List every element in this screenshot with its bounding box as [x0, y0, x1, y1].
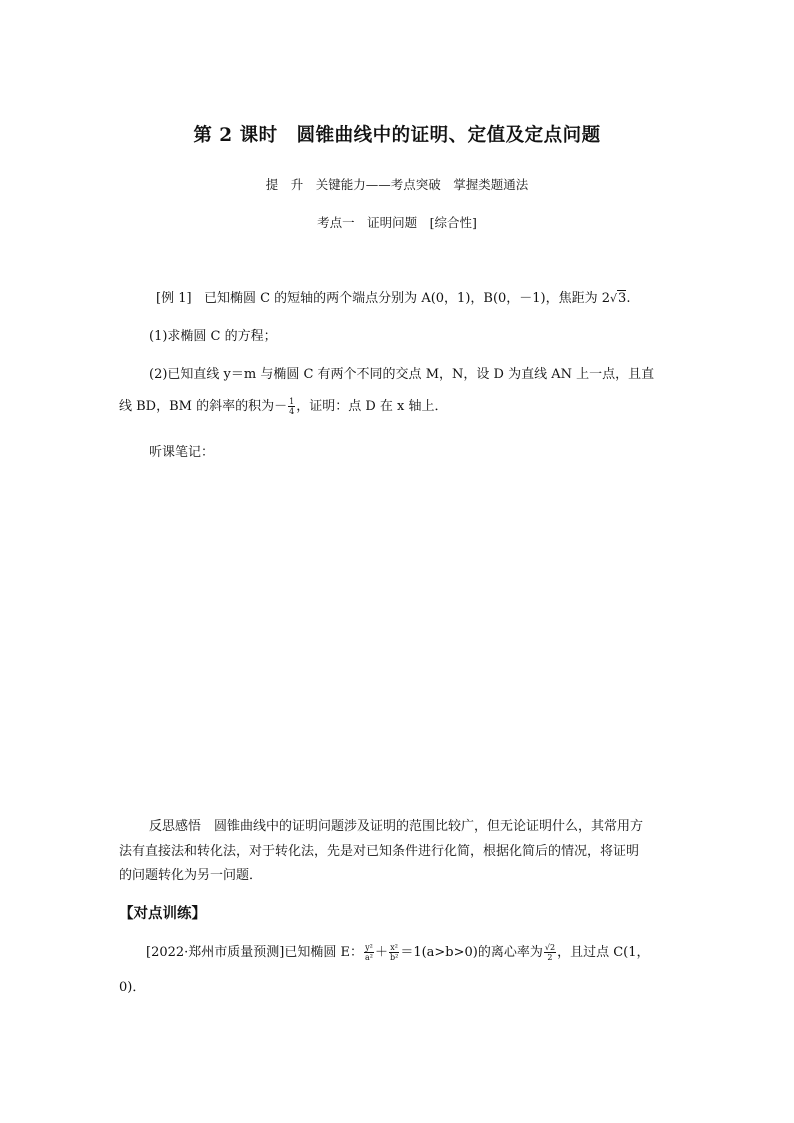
- example-text: 已知椭圆 C 的短轴的两个端点分别为 A(0，1)，B(0，－1)，焦距为 2: [203, 291, 611, 306]
- question-2-line1: (2)已知直线 y＝m 与椭圆 C 有两个不同的交点 M，N，设 D 为直线 AN 上一点，且直: [149, 367, 655, 382]
- training-problem-line2: 0)．: [119, 980, 146, 995]
- notes-label: 听课笔记：: [149, 445, 215, 460]
- question-1: (1)求椭圆 C 的方程；: [149, 329, 277, 344]
- page-title: 第 2 课时 圆锥曲线中的证明、定值及定点问题: [193, 125, 601, 146]
- reflection-line1: 反思感悟 圆锥曲线中的证明问题涉及证明的范围比较广，但无论证明什么，其常用方: [149, 819, 644, 834]
- reflection-line2: 法有直接法和转化法，对于转化法，先是对已知条件进行化简，根据化简后的情况，将证明: [119, 844, 640, 859]
- training-problem-line1: [2022·郑州市质量预测]已知椭圆 E： $\frac{\text{y²}}{\text{a²}}$ ＋ $\frac{\text{x²}}{\text{b²}}$ ＝1(a>b>0)的离心率为 $\frac{√2}{2}$ ，且过点 C(1，: [146, 943, 650, 962]
- section-subtitle: 提 升 关键能力——考点突破 掌握类题通法: [265, 177, 529, 192]
- example-stem: [例 1] 已知椭圆 C 的短轴的两个端点分别为 A(0，1)，B(0，－1)，焦距为 2√3.: [156, 291, 631, 306]
- fraction-quarter: $\frac{1}{4}$: [289, 397, 295, 416]
- reflection-line3: 的问题转化为另一问题．: [119, 868, 263, 883]
- example-tag: [例 1]: [156, 291, 192, 306]
- sqrt-value: 3: [618, 291, 627, 306]
- fraction-eccentricity: $\frac{√2}{2}$: [544, 943, 556, 962]
- training-header: 【对点训练】: [119, 905, 206, 922]
- fraction-x2-b2: $\frac{\text{x²}}{\text{b²}}$: [389, 943, 399, 962]
- topic-heading: 考点一 证明问题 [综合性]: [317, 215, 477, 230]
- fraction-y2-a2: $\frac{\text{y²}}{\text{a²}}$: [364, 943, 373, 962]
- question-2-line2: 线 BD，BM 的斜率的积为－ $\frac{1}{4}$ ，证明：点 D 在 x 轴上．: [119, 397, 448, 416]
